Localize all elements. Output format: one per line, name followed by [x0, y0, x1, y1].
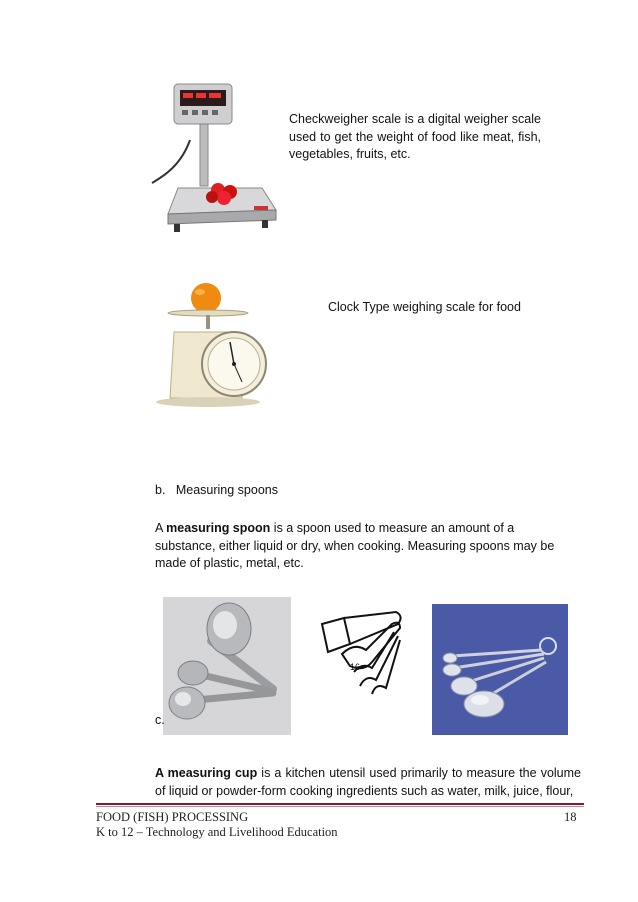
footer-title: FOOD (FISH) PROCESSING: [96, 810, 249, 824]
cup-para-term: A measuring cup: [155, 766, 258, 780]
footer-rule-thin: [96, 806, 584, 807]
metal-spoons-photo: [163, 597, 291, 735]
footer-rule: [96, 803, 584, 805]
section-b-heading: b. Measuring spoons: [155, 483, 278, 497]
measuring-spoon-paragraph: [155, 520, 565, 573]
spoon-para-term: measuring spoon: [166, 521, 271, 535]
clock-scale-image: [156, 280, 270, 410]
spoon-para-lead: A: [155, 521, 167, 535]
clock-scale-caption: Clock Type weighing scale for food: [328, 300, 521, 314]
spoons-on-blue-photo: [432, 604, 568, 735]
item-label-c: c.: [155, 713, 165, 727]
spoons-line-drawing: [314, 610, 406, 700]
measuring-cup-paragraph: [155, 765, 581, 800]
footer-subtitle: K to 12 – Technology and Livelihood Education: [96, 825, 338, 839]
spoon-para-rest: is a spoon used to measure an amount of a substance, either liquid or dry, when cooking. Measuring spoons may be made of plastic, metal, etc.: [155, 521, 555, 570]
checkweigher-caption: Checkweigher scale is a digital weigher scale used to get the weight of food like meat, fish, vegetables, fruits, etc.: [289, 112, 541, 161]
cup-para-rest: is a kitchen utensil used primarily to measure the volume of liquid or powder-form cooking ingredients such as water, milk, juice, flour,: [155, 766, 581, 798]
page-number: 18: [564, 810, 577, 824]
checkweigher-scale-image: [150, 78, 282, 240]
svg-text:16: 16: [350, 662, 361, 672]
